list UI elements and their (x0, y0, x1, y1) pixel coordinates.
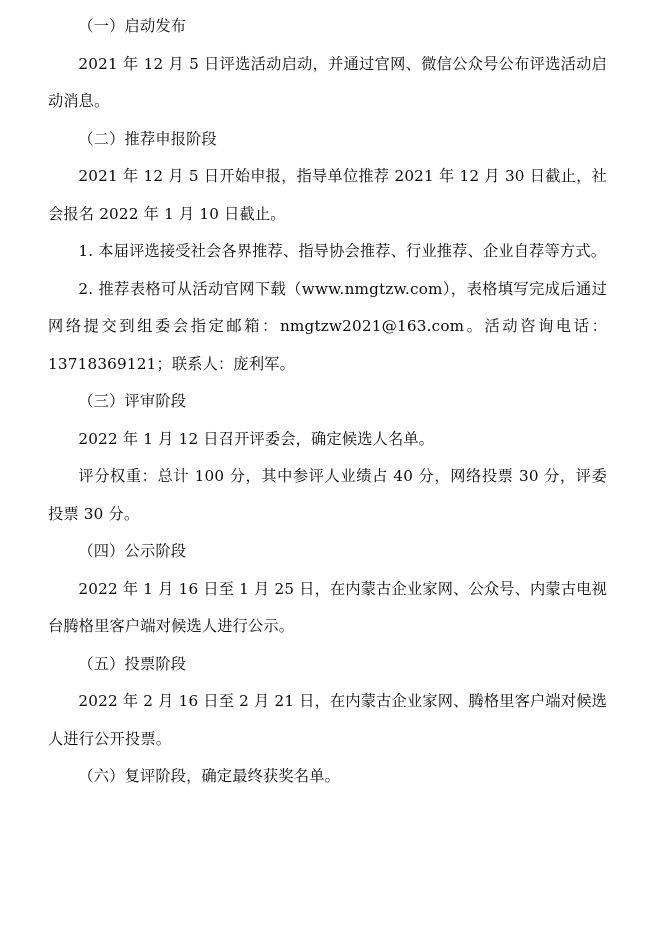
paragraph-heading-2: （二）推荐申报阶段 (78, 129, 217, 148)
paragraph-heading-6: （六）复评阶段，确定最终获奖名单。 (78, 767, 340, 785)
paragraph-scoring-weight: 评分权重：总计 100 分，其中参评人业绩占 40 分，网络投票 30 分，评委投票 30 分。 (48, 467, 607, 523)
paragraph-heading-4: （四）公示阶段 (78, 542, 187, 560)
paragraph-list-item-2: 2. 推荐表格可从活动官网下载（www.nmgtzw.com），表格填写完成后通过网络提交到组委会指定邮箱：nmgtzw2021@163.com。活动咨询电话：13718369121；联系人：庞利军。 (48, 279, 607, 373)
paragraph-5: 2022 年 2 月 16 日至 2 月 21 日，在内蒙古企业家网、腾格里客户端对候选人进行公开投票。 (48, 692, 607, 748)
paragraph-heading-3: （三）评审阶段 (78, 392, 187, 410)
document-body (48, 8, 607, 796)
paragraph-4: 2022 年 1 月 16 日至 1 月 25 日，在内蒙古企业家网、公众号、内蒙古电视台腾格里客户端对候选人进行公示。 (48, 579, 607, 635)
paragraph-3: 2022 年 1 月 12 日召开评委会，确定候选人名单。 (78, 429, 435, 448)
paragraph-1: 2021 年 12 月 5 日评选活动启动，并通过官网、微信公众号公布评选活动启动消息。 (48, 54, 607, 110)
paragraph-heading-1: （一）启动发布 (78, 17, 187, 35)
paragraph-list-item-1: 1. 本届评选接受社会各界推荐、指导协会推荐、行业推荐、企业自荐等方式。 (78, 242, 607, 260)
paragraph-heading-5: （五）投票阶段 (78, 654, 187, 673)
paragraph-2: 2021 年 12 月 5 日开始申报，指导单位推荐 2021 年 12 月 30 日截止，社会报名 2022 年 1 月 10 日截止。 (48, 167, 607, 223)
